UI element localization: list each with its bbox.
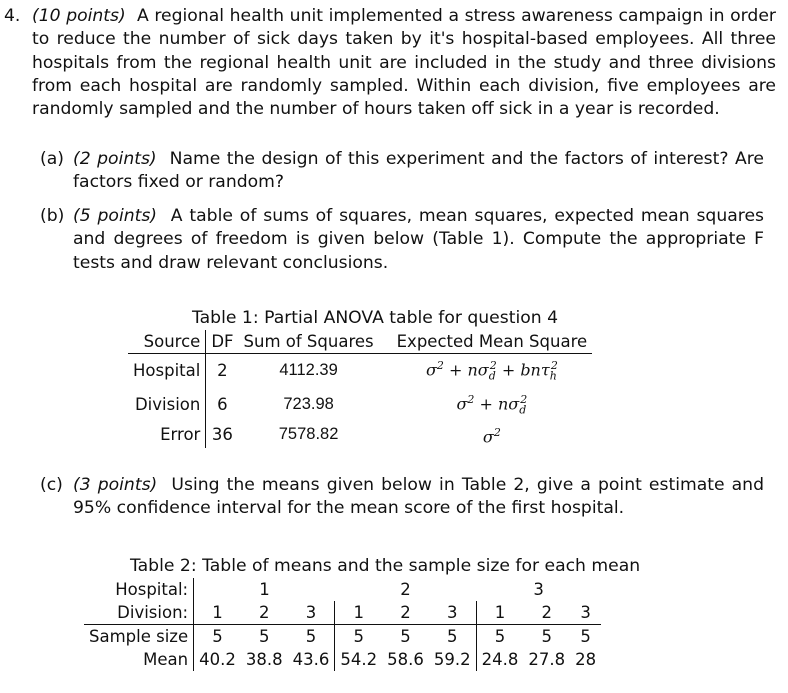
anova-table [128, 330, 592, 448]
table2-mean: 27.8 [528, 650, 566, 669]
table2-division: 2 [541, 603, 552, 622]
part-a-label: (a) [40, 149, 64, 169]
table2-sample-size: 5 [446, 627, 458, 646]
table-row [128, 421, 592, 448]
table1-ems-error: $\sigma^2$ [482, 426, 501, 447]
table1-ems-division: $\sigma^2 + n\sigma_d^2$ [456, 392, 528, 417]
table2-division: 2 [258, 603, 270, 622]
part-b-text: A table of sums of squares, mean squares, expected mean squares and degrees of freedom is given below (Table 1). Compute the appropriate F tests and draw relevant conclusions. [73, 206, 764, 273]
table2-hospital-1: 1 [194, 578, 335, 601]
table2-mean: 43.6 [292, 650, 330, 669]
part-b-label: (b) [40, 206, 65, 226]
table1-ss: 723.98 [283, 394, 334, 413]
table2-sample-size: 5 [580, 627, 591, 646]
question-number: 4. [4, 6, 21, 26]
table2-hospital-label: Hospital: [115, 580, 189, 599]
table2-division: 3 [305, 603, 317, 622]
table2-sample-size: 5 [400, 627, 411, 646]
table1-header-df: DF [206, 330, 239, 354]
part-a [40, 148, 764, 195]
table-row [128, 388, 592, 422]
table-row [84, 648, 601, 671]
table2-sample-size: 5 [194, 625, 241, 649]
table2-mean: 59.2 [433, 650, 471, 669]
table2-division: 1 [194, 601, 241, 625]
part-b [40, 205, 764, 275]
part-a-text: Name the design of this experiment and the factors of interest? Are factors fixed or random? [73, 149, 764, 193]
question-4 [4, 5, 776, 121]
table1-ss: 4112.39 [279, 361, 338, 380]
table1-ss: 7578.82 [278, 425, 339, 444]
table1-source: Hospital [133, 361, 201, 381]
question-stem [32, 5, 776, 121]
table2-hospital-2: 2 [400, 580, 411, 599]
table2-division: 3 [446, 603, 458, 622]
table2-division: 2 [400, 603, 411, 622]
table2-sample-size-label: Sample size [89, 627, 189, 646]
table2-division: 1 [476, 601, 523, 625]
table2-mean-label: Mean [143, 650, 189, 669]
part-c-label: (c) [40, 475, 63, 495]
table2-mean: 28 [575, 650, 597, 669]
table2-sample-size: 5 [258, 627, 270, 646]
part-c-text: Using the means given below in Table 2, give a point estimate and 95% confidence interval for the mean score of the first hospital. [73, 475, 764, 519]
table1-df: 6 [206, 388, 239, 422]
table1-df: 36 [206, 421, 239, 448]
table1-header-ems: Expected Mean Square [396, 332, 588, 351]
part-b-points: (5 points) [73, 206, 158, 226]
table2-mean: 40.2 [194, 648, 241, 671]
means-table [84, 578, 601, 671]
table2-mean: 38.8 [245, 650, 283, 669]
part-a-points: (2 points) [73, 149, 157, 169]
part-c-points: (3 points) [73, 475, 158, 495]
question-points: (10 points) [32, 6, 126, 26]
table1-header-ss: Sum of Squares [243, 332, 374, 351]
table1-source: Error [160, 425, 201, 445]
table1-ems-hospital: $\sigma^2 + n\sigma_d^2 + bn\tau_h^2$ [425, 359, 558, 383]
table1-df: 2 [206, 354, 239, 388]
table-row [84, 625, 601, 649]
table2-sample-size: 5 [335, 625, 382, 649]
table2-mean: 54.2 [335, 648, 382, 671]
table1-source: Division [134, 394, 201, 414]
table1-header-source: Source [143, 332, 201, 351]
table2-division: 1 [335, 601, 382, 625]
table2-sample-size: 5 [476, 625, 523, 649]
table2-sample-size: 5 [541, 627, 552, 646]
table2-mean: 24.8 [476, 648, 523, 671]
table1-caption: Table 1: Partial ANOVA table for question 4 [192, 308, 559, 328]
table2-hospital-3: 3 [533, 580, 544, 599]
table2-caption: Table 2: Table of means and the sample size for each mean [130, 556, 641, 576]
table-row [128, 354, 592, 388]
part-c [40, 474, 764, 521]
question-text: A regional health unit implemented a stress awareness campaign in order to reduce the number of sick days taken by it's hospital-based employees. All three hospitals from the regional health unit are included in the study and three divisions from each hospital are randomly sampled. Within each division, five employees are randomly sampled and the number of hours taken off sick in a year is recorded. [32, 6, 776, 120]
table2-sample-size: 5 [305, 627, 317, 646]
table2-division-label: Division: [117, 603, 189, 622]
table2-mean: 58.6 [387, 650, 424, 669]
table2-division: 3 [580, 603, 591, 622]
